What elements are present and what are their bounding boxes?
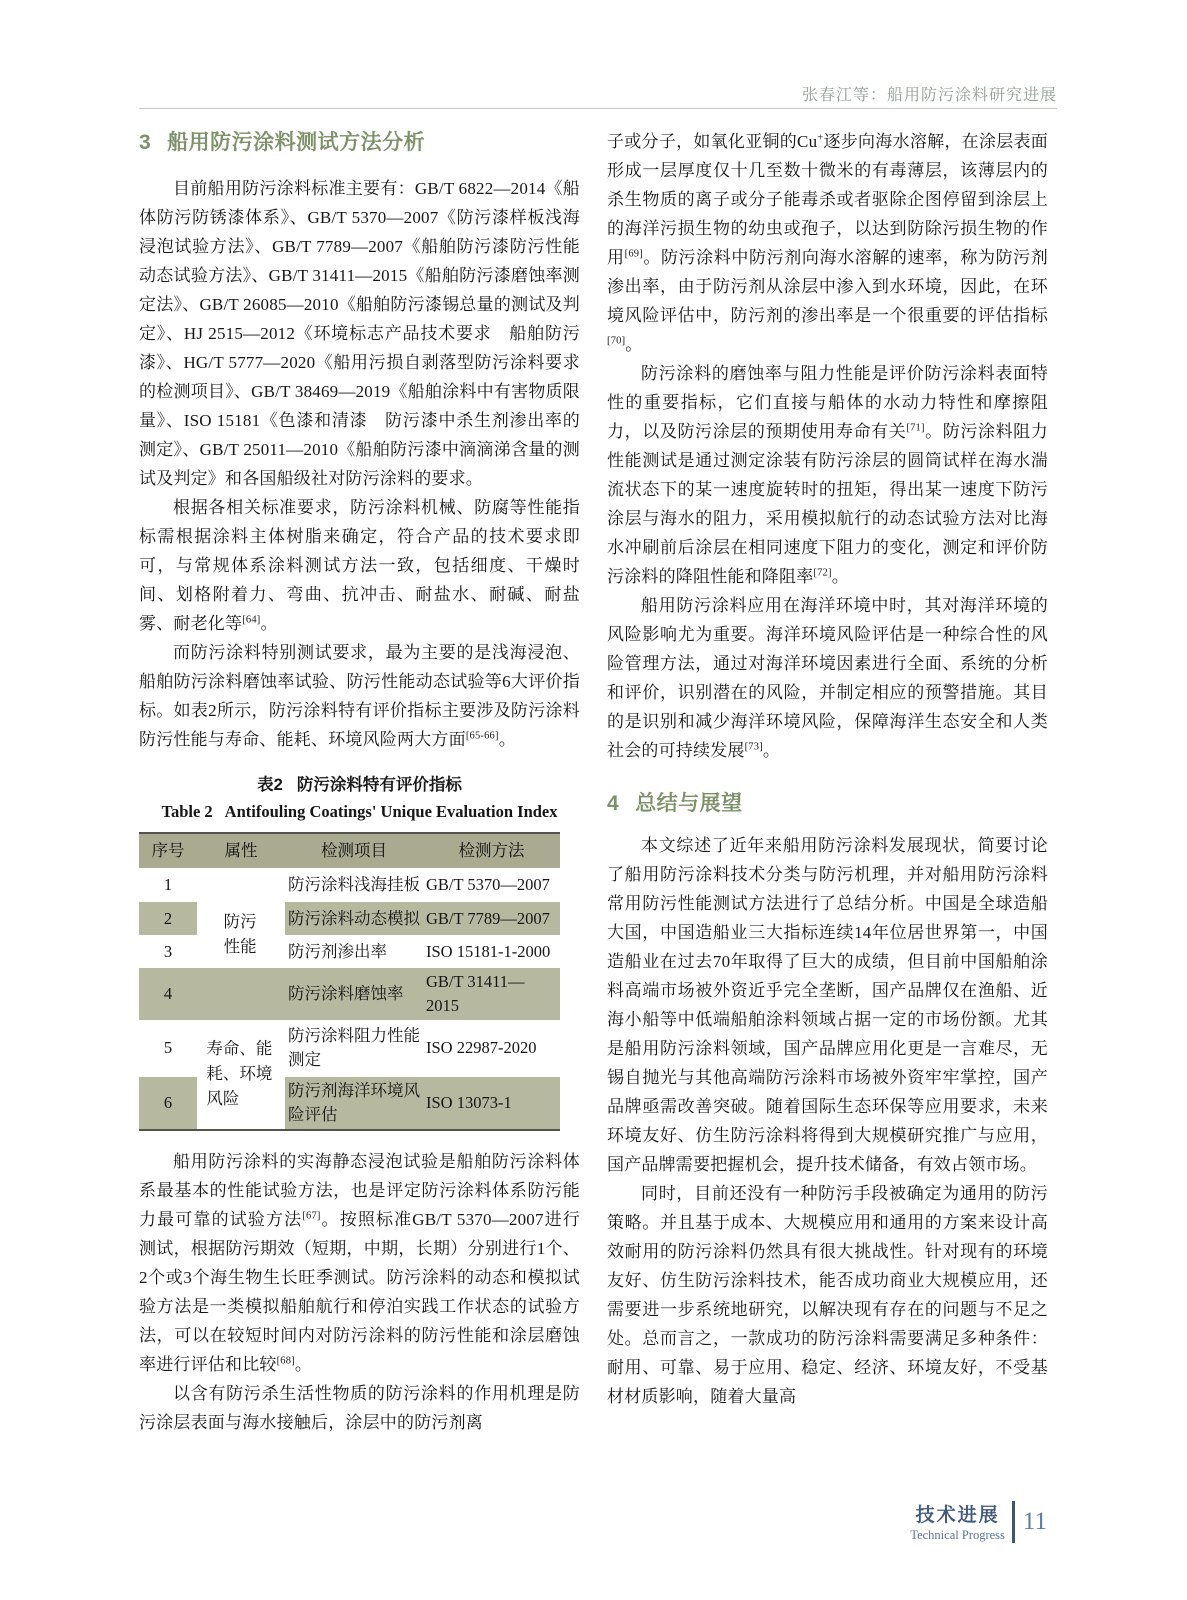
- table-row: 6 防污剂海洋环境风险评估 ISO 13073-1: [139, 1077, 560, 1130]
- header-rule: [139, 108, 1057, 109]
- page-footer: [910, 1500, 1047, 1543]
- section-3-heading: [139, 126, 580, 156]
- para-outlook: 同时，目前还没有一种防污手段被确定为通用的防污策略。并且基于成本、大规模应用和通用的方案来设计高效耐用的防污涂料仍然具有很大挑战性。针对现有的环境友好、仿生防污涂料技术，能否成功商业大规模应用，还需要进一步系统地研究，以解决现有存在的问题与不足之处。总而言之，一款成功的防污涂料需要满足多种条件：耐用、可靠、易于应用、稳定、经济、环境友好，不受基材材质影响，随着大量高: [607, 1184, 1048, 1406]
- table2-caption-zh: [139, 771, 580, 795]
- para-biocide-mechanism-continued: 子或分子，如氧化亚铜的Cu+逐步向海水溶解，在涂层表面形成一层厚度仅十几至数十微米的有毒薄层，该薄层内的杀生物质的离子或分子能毒杀或者驱除企图停留到涂层上的海洋污损生物的幼虫或孢子，以达到防除污损生物的作用[69]。防污涂料中防污剂向海水溶解的速率，称为防污剂渗出率，由于防污剂从涂层中渗入到水环境，因此，在环境风险评估中，防污剂的渗出率是一个很重要的评估指标[70]。: [607, 132, 1048, 354]
- attribute-group-life-energy-risk: 寿命、能耗、环境风险: [197, 1020, 285, 1130]
- section-4-number: 4: [607, 792, 620, 815]
- table-header-row: [139, 833, 560, 868]
- table2-caption-zh-label: 表2: [257, 776, 283, 794]
- table2-caption-en-title: Antifouling Coatings' Unique Evaluation Index: [224, 802, 558, 821]
- footer-section-labels: [910, 1500, 1005, 1543]
- para-immersion-test: 船用防污涂料的实海静态浸泡试验是船舶防污涂料体系最基本的性能试验方法，也是评定防污涂料体系防污能力最可靠的试验方法[67]。按照标准GB/T 5370—2007进行测试，根据防污期效（短期，中期，长期）分别进行1个、2个或3个海生物生长旺季测试。防污涂料的动态和模拟试验方法是一类模拟船舶航行和停泊实践工作状态的试验方法，可以在较短时间内对防污涂料的防污性能和涂层磨蚀率进行评估和比较[68]。: [139, 1151, 580, 1374]
- para-biocide-mechanism-start: 以含有防污杀生活性物质的防污涂料的作用机理是防污涂层表面与海水接触后，涂层中的防污剂离: [139, 1383, 580, 1432]
- col-header-no: 序号: [139, 833, 197, 868]
- table-row: 1 防污涂料浅海挂板 GB/T 5370—2007: [163, 875, 550, 895]
- col-header-attribute: 属性: [197, 833, 285, 868]
- evaluation-index-table: [139, 832, 560, 1131]
- col-header-item: 检测项目: [285, 833, 423, 868]
- left-column: [139, 122, 580, 1437]
- para-wear-resistance: 防污涂料的磨蚀率与阻力性能是评价防污涂料表面特性的重要指标，它们直接与船体的水动力特性和摩擦阻力，以及防污涂层的预期使用寿命有关[71]。防污涂料阻力性能测试是通过测定涂装有防污涂层的圆筒试样在海水湍流状态下的某一速度旋转时的扭矩，得出某一速度下防污涂层与海水的阻力，采用模拟航行的动态试验方法对比海水冲刷前后涂层在相同速度下阻力的变化，测定和评价防污涂料的降阻性能和降阻率[72]。: [607, 364, 1048, 586]
- section-4-heading: [607, 787, 1048, 817]
- section-3-number: 3: [139, 131, 152, 154]
- table-row: 5 寿命、能耗、环境风险 防污涂料阻力性能测定 ISO 22987-2020: [139, 1020, 560, 1077]
- attribute-group-antifouling: 防污性能: [197, 902, 285, 968]
- table2-caption-en-label: Table 2: [161, 802, 213, 821]
- footer-section-en: Technical Progress: [910, 1528, 1005, 1542]
- para-standard-requirements: 根据各相关标准要求，防污涂料机械、防腐等性能指标需根据涂料主体树脂来确定，符合产品的技术要求即可，与常规体系涂料测试方法一致，包括细度、干燥时间、划格附着力、弯曲、抗冲击、耐盐水、耐碱、耐盐雾、耐老化等[64]。: [139, 498, 580, 633]
- right-column: [607, 127, 1048, 1411]
- table-row: 2 防污性能 防污涂料动态模拟 GB/T 7789—2007: [139, 902, 560, 935]
- footer-divider: [1012, 1501, 1015, 1543]
- table-row: 4 防污涂料磨蚀率 GB/T 31411—2015: [139, 968, 560, 1020]
- para-marine-risk: 船用防污涂料应用在海洋环境中时，其对海洋环境的风险影响尤为重要。海洋环境风险评估是一种综合性的风险管理方法，通过对海洋环境因素进行全面、系统的分析和评价，识别潜在的风险，并制定相应的预警措施。其目的是识别和减少海洋环境风险，保障海洋生态安全和人类社会的可持续发展[73]。: [607, 596, 1048, 760]
- running-header: 张春江等：船用防污涂料研究进展: [801, 87, 1057, 104]
- para-summary: 本文综述了近年来船用防污涂料发展现状，简要讨论了船用防污涂料技术分类与防污机理，并对船用防污涂料常用防污性能测试方法进行了总结分析。中国是全球造船大国，中国造船业三大指标连续14年位居世界第一，中国造船业在过去70年取得了巨大的成绩，但目前中国船舶涂料高端市场被外资近乎完全垄断，国产品牌仅在渔船、近海小船等中低端船舶涂料领域占据一定的市场份额。尤其是船用防污涂料领域，国产品牌应用化更是一言难尽，无锡自抛光与其他高端防污涂料市场被外资牢牢掌控，国产品牌亟需改善突破。随着国际生态环保等应用要求，未来环境友好、仿生防污涂料将得到大规模研究推广与应用，国产品牌需要把握机会，提升技术储备，有效占领市场。: [607, 836, 1048, 1174]
- section-4-title: 总结与展望: [635, 792, 743, 815]
- section-3-title: 船用防污涂料测试方法分析: [167, 131, 426, 154]
- col-header-method: 检测方法: [423, 833, 560, 868]
- para-special-test-items: 而防污涂料特别测试要求，最为主要的是浅海浸泡、船舶防污涂料磨蚀率试验、防污性能动态试验等6大评价指标。如表2所示，防污涂料特有评价指标主要涉及防污涂料防污性能与寿命、能耗、环境风险两大方面[65-66]。: [139, 643, 580, 749]
- table2-caption-en: [139, 802, 580, 822]
- table2-caption-zh-title: 防污涂料特有评价指标: [296, 776, 462, 794]
- para-test-standards: 目前船用防污涂料标准主要有：GB/T 6822—2014《船体防污防锈漆体系》、GB/T 5370—2007《防污漆样板浅海浸泡试验方法》、GB/T 7789—2007《船舶防污漆防污性能动态试验方法》、GB/T 31411—2015《船舶防污漆磨蚀率测定法》、GB/T 26085—2010《船舶防污漆锡总量的测试及判定》、HJ 2515—2012《环境标志产品技术要求 船舶防污漆》、HG/T 5777—2020《船用污损自剥落型防污涂料要求的检测项目》、GB/T 38469—2019《船舶涂料中有害物质限量》、ISO 15181《色漆和清漆 防污漆中杀生剂渗出率的测定》、GB/T 25011—2010《船舶防污漆中滴滴涕含量的测试及判定》和各国船级社对防污涂料的要求。: [139, 179, 580, 488]
- table-row: 3 防污剂渗出率 ISO 15181-1-2000: [163, 941, 551, 961]
- footer-section-zh: 技术进展: [915, 1505, 1000, 1526]
- page-number: 11: [1022, 1507, 1047, 1535]
